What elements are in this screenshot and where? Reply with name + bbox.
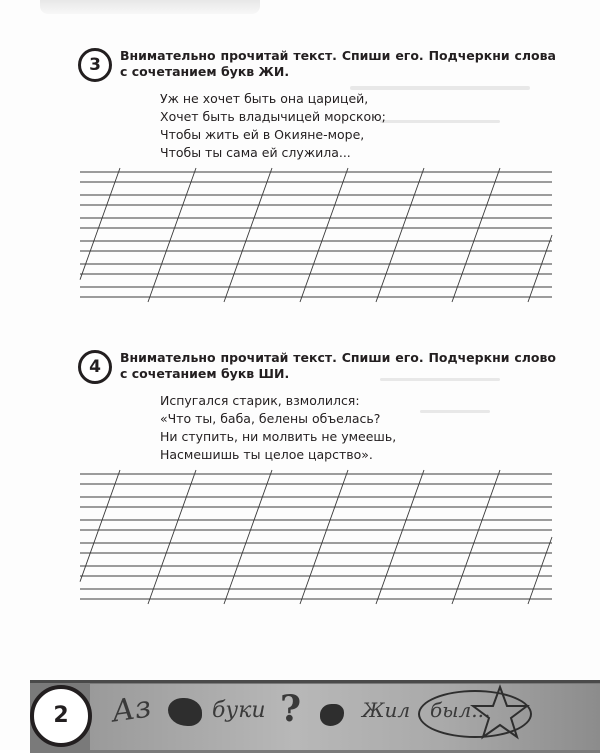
decor-word-byl: был... bbox=[430, 698, 491, 722]
question-mark-icon: ? bbox=[280, 688, 302, 730]
poem-line: Чтобы ты сама ей служила... bbox=[160, 145, 351, 160]
task-number-badge: 3 bbox=[78, 48, 112, 82]
poem-line: Насмешишь ты целое царство». bbox=[160, 447, 373, 462]
task-4 bbox=[78, 350, 558, 610]
decor-word-buki: буки bbox=[212, 698, 266, 723]
poem-line: Хочет быть владычицей морскою; bbox=[160, 109, 386, 124]
header-bleed bbox=[40, 0, 260, 14]
poem-line: Испугался старик, взмолился: bbox=[160, 393, 360, 408]
poem-line: Чтобы жить ей в Окияне-море, bbox=[160, 127, 365, 142]
star-icon bbox=[470, 684, 530, 740]
poem-line: Уж не хочет быть она царицей, bbox=[160, 91, 369, 106]
poem-excerpt bbox=[160, 90, 386, 162]
task-instructions: Внимательно прочитай текст. Спиши его. Подчеркни слова с сочетанием букв ЖИ. bbox=[120, 48, 556, 79]
poem-line: «Что ты, баба, белены объелась? bbox=[160, 411, 381, 426]
decor-word-zhil: Жил bbox=[362, 698, 411, 722]
task-3 bbox=[78, 48, 558, 308]
poem-excerpt bbox=[160, 392, 396, 464]
page-number: 2 bbox=[30, 685, 92, 747]
task-instructions: Внимательно прочитай текст. Спиши его. Подчеркни слово с сочетанием букв ШИ. bbox=[120, 350, 556, 381]
decor-word-az: Аз bbox=[109, 689, 154, 730]
task-number-badge: 4 bbox=[78, 350, 112, 384]
poem-line: Ни ступить, ни молвить не умеешь, bbox=[160, 429, 397, 444]
page-footer bbox=[0, 670, 600, 750]
